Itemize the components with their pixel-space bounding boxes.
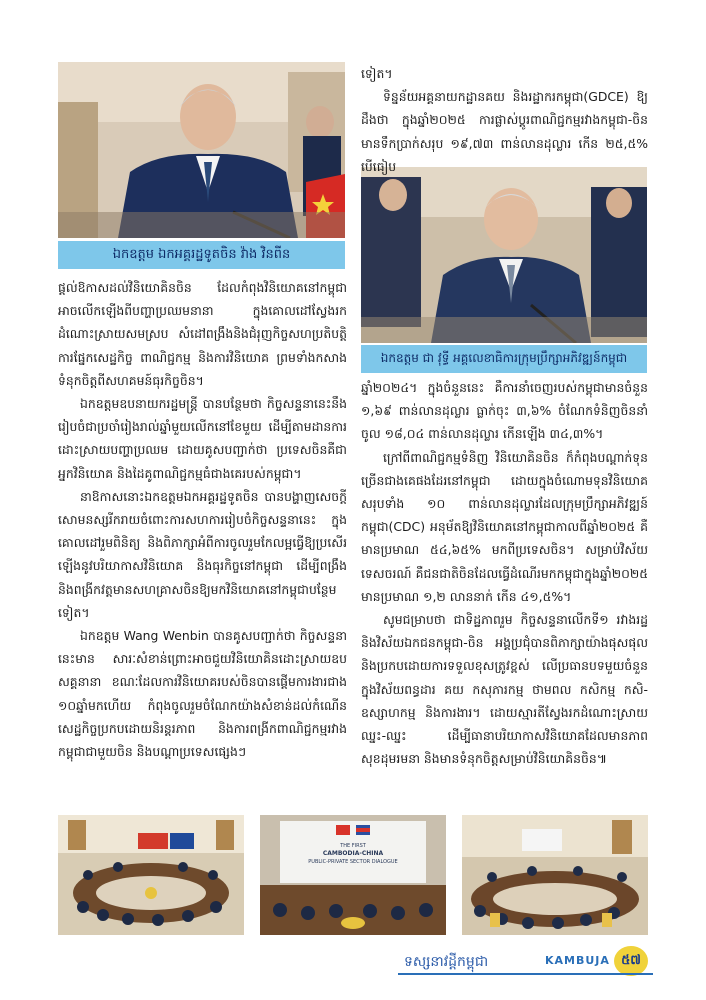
paragraph: ឯកឧត្តមឧបនាយករដ្ឋមន្ត្រី បានបន្ថែមថា កិច្ចសន្ទនានេះនឹងរៀបចំជាប្រចាំរៀងរាល់ឆ្នាំមួយលើកនៅខែមួយ ដើម្បីតាមដានការដោះស្រាយបញ្ហាប្រឈម ដោយគូសបញ្ជាក់ថា ប្រទេសចិនគឺជាអ្នកវិនិយោគ និងដៃគូពាណិជ្ជកម្មធំជាងគេរបស់កម្ពុជា។	[58, 396, 347, 481]
right-column-text	[361, 376, 648, 770]
left-column-text	[58, 276, 347, 763]
paragraph: ក្រៅពីពាណិជ្ជកម្មទំនិញ វិនិយោគិនចិន ក៏កំពុងបណ្តាក់ទុនច្រើនជាងគេផងដែរនៅកម្ពុជា ដោយក្នុងចំណោមទុនវិនិយោគសរុបទាំង ១០ ពាន់លានដុល្លារដែលក្រុមប្រឹក្សាអភិវឌ្ឍន៍កម្ពុជា(CDC) អនុម័តឱ្យវិនិយោគនៅកម្ពុជាកាលពីឆ្នាំ២០២៥ គឺមានប្រមាណ ៥៤,៦៥% មកពីប្រទេសចិន។ សម្រាប់វិស័យទេសចរណ៍ គឺជនជាតិចិនដែលធ្វើដំណើរមកកម្ពុជាក្នុងឆ្នាំ២០២៥ មានប្រមាណ ១,២ លាននាក់ កើន ៤១,៥%។	[361, 449, 648, 604]
paragraph: សូមជម្រាបថា ជាទិដ្ឋភាពរួម កិច្ចសន្ទនាលើកទី១ រវាងរដ្ឋ និងវិស័យឯកជនកម្ពុជា-ចិន អង្គប្រជុំបានពិភាក្សាយ៉ាងផុសផុល និងប្រកបដោយការទទួលខុសត្រូវខ្ពស់ លើប្រធានបទមួយចំនួន ក្នុងវិស័យពន្ធដារ គយ កសុភារកម្ម ថាមពល កសិកម្ម កសិ-ឧស្សាហកម្ម និងការងារ។ ដោយស្មារតីស្វែងរកដំណោះស្រាយឈ្នះ-ឈ្នះ ដើម្បីធានាបរិយាកាសវិនិយោគដែលមានភាពសុខដុមរមនា និងមានទំនុកចិត្តសម្រាប់វិនិយោគិនចិន៕	[361, 612, 648, 767]
page-number-badge: ៥៧	[614, 946, 648, 976]
photo-dialogue-banner	[260, 815, 446, 935]
photo-meeting-hall-right	[462, 815, 648, 935]
banner-line2: CAMBODIA-CHINA	[322, 850, 384, 857]
magazine-brand: KAMBUJA	[545, 954, 610, 967]
paragraph: នាឱកាសនោះឯកឧត្តមឯកអគ្គរដ្ឋទូតចិន បានបង្ហាញសេចក្តីសោមនស្សរីករាយចំពោះការសហការរៀបចំកិច្ចសន្ទនានេះ ក្នុងគោលដៅរួមពិនិត្យ និងពិភាក្សាអំពីការចូលរួមកែលម្អធ្វើឱ្យប្រសើរឡើងនូវបរិយាកាសវិនិយោគ និងធុរកិច្ចនៅកម្ពុជា ដើម្បីពង្រឹង និងពង្រីកវត្តមានសហគ្រាសចិនឱ្យមកវិនិយោគនៅកម្ពុជាបន្ថែមទៀត។	[58, 488, 347, 620]
page-footer	[0, 940, 706, 990]
paragraph: ឆ្នាំ២០២៤។ ក្នុងចំនួននេះ គឺការនាំចេញរបស់កម្ពុជាមានចំនួន ១,៦៩ ពាន់លានដុល្លារ ធ្លាក់ចុះ ៣,៦% ចំណែកទំនិញចិននាំចូល ១៨,០៤ ពាន់លានដុល្លារ កើនឡើង ៣៤,៣%។	[361, 380, 648, 442]
photo-cdc-secretary	[361, 167, 647, 343]
photo-meeting-hall-left	[58, 815, 244, 935]
paragraph: ទៀត។	[361, 66, 393, 81]
paragraph: ឯកឧត្តម Wang Wenbin បានគូសបញ្ជាក់ថា កិច្ចសន្ទនានេះមាន សារៈសំខាន់ព្រោះអាចជួយវិនិយោគិនដោះស្រាយឧបសគ្គនានា ខណៈដែលការវិនិយោគរបស់ចិនបានផ្តើមការងារជាង ១០ឆ្នាំមកហើយ កំពុងចូលរួមចំណែកយ៉ាងសំខាន់ដល់កំណើនសេដ្ឋកិច្ចប្រកបដោយនិរន្តរភាព និងការពង្រីកពាណិជ្ជកម្មរវាងកម្ពុជាជាមួយចិន និងបណ្តាប្រទេសផ្សេងៗ	[58, 628, 347, 760]
banner-line3: PUBLIC-PRIVATE SECTOR DIALOGUE	[308, 859, 398, 865]
magazine-title: ទស្សនាវដ្តីកម្ពុជា	[404, 954, 489, 970]
right-column-top-text	[361, 62, 648, 178]
paragraph: ទិន្នន័យអគ្គនាយកដ្ឋានគយ និងរដ្ឋាករកម្ពុជា(GDCE) ឱ្យដឹងថា ក្នុងឆ្នាំ២០២៥ ការផ្លាស់ប្តូរពាណិជ្ជកម្មរវាងកម្ពុជា-ចិន មានទឹកប្រាក់សរុប ១៩,៧៣ ពាន់លានដុល្លារ កើន ២៥,៥% បើធៀប	[361, 89, 648, 174]
caption-ambassador: ឯកឧត្តម ឯកអគ្គរដ្ឋទូតចិន វ៉ាង វិនពីន	[58, 241, 345, 269]
paragraph: ផ្តល់ឱកាសដល់វិនិយោគិនចិន ដែលកំពុងវិនិយោគនៅកម្ពុជា អាចលើកឡើងពីបញ្ហាប្រឈមនានា ក្នុងគោលដៅស្វែងរកដំណោះស្រាយសមស្រប សំដៅពង្រឹងនិងជំរុញកិច្ចសហប្រតិបត្តិការផ្នែកសេដ្ឋកិច្ច ពាណិជ្ជកម្ម និងការវិនិយោគ ព្រមទាំងកសាងទំនុកចិត្តពីសហគមន៍ធុរកិច្ចចិន។	[58, 280, 347, 388]
caption-cdc-secretary: ឯកឧត្តម ជា វុទ្ធី អគ្គលេខាធិការក្រុមប្រឹក្សាអភិវឌ្ឍន៍កម្ពុជា	[361, 345, 647, 373]
photo-ambassador	[58, 62, 345, 238]
footer-rule	[398, 973, 653, 975]
banner-line1: THE FIRST	[340, 843, 366, 849]
